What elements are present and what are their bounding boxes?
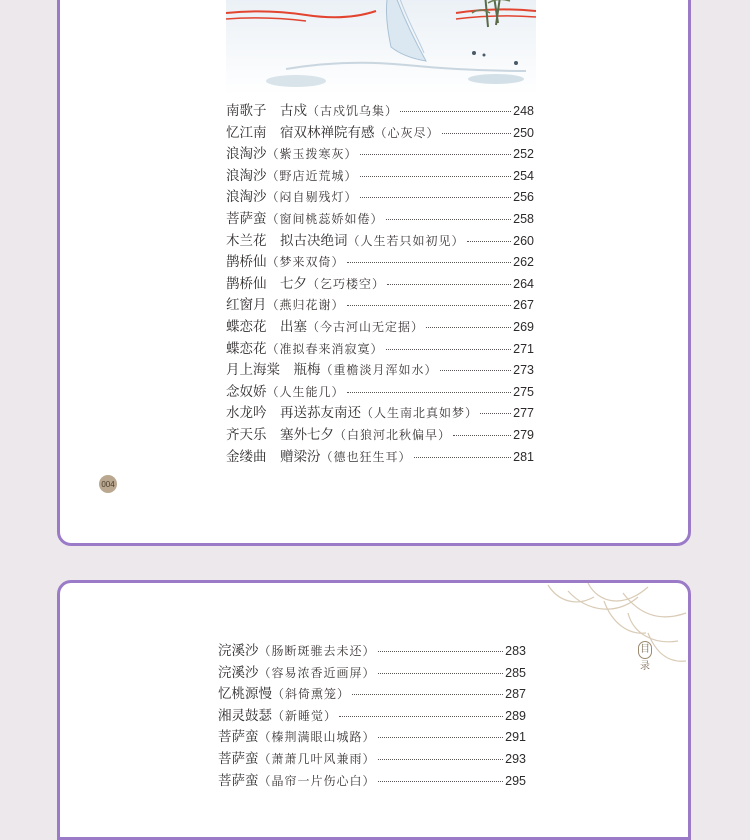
table-of-contents	[218, 639, 526, 790]
toc-entry[interactable]	[226, 142, 534, 164]
entry-page-number: 271	[513, 341, 534, 356]
toc-entry[interactable]	[226, 164, 534, 186]
toc-entry[interactable]	[226, 99, 534, 121]
entry-subtitle: （准拟春来消寂寞）	[266, 341, 384, 356]
toc-entry[interactable]	[226, 380, 534, 402]
toc-entry[interactable]	[226, 358, 534, 380]
dotted-leader	[480, 412, 511, 414]
entry-title: 金缕曲 赠梁汾	[226, 448, 321, 465]
entry-subtitle: （容易浓香近画屏）	[258, 665, 376, 680]
entry-page-number: 258	[513, 211, 534, 226]
dotted-leader	[352, 693, 503, 695]
entry-title: 蝶恋花 出塞	[226, 318, 307, 335]
entry-page-number: 277	[513, 406, 534, 421]
entry-page-number: 269	[513, 319, 534, 334]
toc-entry[interactable]	[226, 315, 534, 337]
entry-subtitle: （人生若只如初见）	[347, 233, 465, 248]
entry-page-number: 248	[513, 104, 534, 118]
toc-entry[interactable]	[218, 661, 526, 683]
entry-title: 菩萨蛮	[226, 210, 267, 227]
entry-subtitle: （人生能几）	[266, 384, 345, 399]
toc-entry[interactable]	[226, 272, 534, 294]
entry-page-number: 275	[513, 384, 534, 399]
toc-entry[interactable]	[226, 445, 534, 467]
entry-title: 鹊桥仙 七夕	[226, 275, 307, 292]
toc-entry[interactable]	[226, 293, 534, 315]
lotus-line-art	[528, 583, 688, 693]
entry-title: 菩萨蛮	[218, 750, 259, 767]
toc-entry[interactable]	[218, 769, 526, 791]
toc-page-2	[57, 580, 691, 840]
dotted-leader	[378, 758, 504, 760]
section-label-vertical	[638, 641, 652, 673]
dotted-leader	[387, 283, 511, 285]
dotted-leader	[347, 304, 512, 306]
toc-entry[interactable]	[226, 207, 534, 229]
dotted-leader	[386, 348, 512, 350]
toc-entry[interactable]	[218, 639, 526, 661]
ink-painting-illustration	[226, 0, 536, 95]
entry-subtitle: （闷自剔残灯）	[266, 190, 358, 205]
toc-entry[interactable]	[218, 747, 526, 769]
entry-page-number: 279	[513, 427, 534, 442]
entry-subtitle: （萧萧几叶风兼雨）	[258, 751, 376, 766]
entry-page-number: 283	[505, 644, 526, 658]
entry-title: 菩萨蛮	[218, 729, 259, 746]
entry-title: 月上海棠 瓶梅	[226, 362, 321, 379]
entry-subtitle: （梦来双倚）	[266, 255, 345, 270]
dotted-leader	[378, 780, 504, 782]
entry-page-number: 281	[513, 449, 534, 464]
entry-subtitle: （窗间桃蕊娇如倦）	[266, 211, 384, 226]
entry-title: 浪淘沙	[226, 146, 267, 163]
toc-entry[interactable]	[226, 337, 534, 359]
entry-page-number: 260	[513, 233, 534, 248]
entry-subtitle: （榛荆满眼山城路）	[258, 730, 376, 745]
toc-entry[interactable]	[226, 423, 534, 445]
dotted-leader	[347, 261, 512, 263]
entry-page-number: 262	[513, 255, 534, 270]
section-label-char-1: 目	[638, 641, 652, 659]
entry-subtitle: （德也狂生耳）	[320, 449, 412, 464]
entry-subtitle: （紫玉拨寒灰）	[266, 147, 358, 162]
dotted-leader	[426, 326, 511, 328]
section-label-char-2: 录	[640, 661, 650, 672]
dotted-leader	[400, 110, 511, 112]
entry-subtitle: （人生南北真如梦）	[361, 406, 479, 421]
entry-subtitle: （燕归花谢）	[266, 298, 345, 313]
table-of-contents	[226, 99, 534, 466]
dotted-leader	[386, 218, 512, 220]
dotted-leader	[467, 240, 512, 242]
toc-entry[interactable]	[226, 250, 534, 272]
toc-page-1	[57, 0, 691, 546]
toc-entry[interactable]	[226, 401, 534, 423]
entry-subtitle: （古戍饥乌集）	[307, 104, 399, 118]
dotted-leader	[360, 153, 512, 155]
dotted-leader	[453, 434, 511, 436]
entry-title: 菩萨蛮	[218, 772, 259, 789]
entry-subtitle: （野店近荒城）	[266, 168, 358, 183]
entry-subtitle: （晶帘一片伤心白）	[258, 773, 376, 788]
entry-subtitle: （斜倚熏笼）	[272, 687, 351, 702]
dotted-leader	[347, 391, 512, 393]
entry-page-number: 252	[513, 147, 534, 162]
entry-page-number: 254	[513, 168, 534, 183]
toc-entry[interactable]	[226, 185, 534, 207]
dotted-leader	[442, 132, 512, 134]
entry-title: 齐天乐 塞外七夕	[226, 426, 334, 443]
entry-title: 浪淘沙	[226, 189, 267, 206]
dotted-leader	[360, 175, 512, 177]
entry-title: 忆桃源慢	[218, 686, 272, 703]
toc-entry[interactable]	[218, 682, 526, 704]
entry-page-number: 250	[513, 125, 534, 140]
dotted-leader	[378, 736, 504, 738]
entry-title: 浣溪沙	[218, 664, 259, 681]
entry-page-number: 291	[505, 730, 526, 745]
entry-title: 浪淘沙	[226, 167, 267, 184]
entry-title: 湘灵鼓瑟	[218, 707, 272, 724]
entry-subtitle: （乞巧楼空）	[307, 276, 386, 291]
entry-title: 念奴娇	[226, 383, 267, 400]
page-number-badge: 004	[99, 475, 117, 493]
dotted-leader	[378, 672, 504, 674]
entry-subtitle: （新睡觉）	[272, 708, 338, 723]
entry-page-number: 256	[513, 190, 534, 205]
entry-title: 红窗月	[226, 297, 267, 314]
dotted-leader	[339, 715, 503, 717]
toc-entry[interactable]	[218, 725, 526, 747]
entry-page-number: 264	[513, 276, 534, 291]
toc-entry[interactable]	[226, 121, 534, 143]
entry-title: 木兰花 拟古决绝词	[226, 232, 348, 249]
entry-page-number: 289	[505, 708, 526, 723]
entry-page-number: 267	[513, 298, 534, 313]
entry-subtitle: （重檐淡月浑如水）	[320, 363, 438, 378]
dotted-leader	[360, 196, 512, 198]
entry-title: 浣溪沙	[218, 643, 259, 659]
entry-title: 鹊桥仙	[226, 254, 267, 271]
entry-page-number: 285	[505, 665, 526, 680]
toc-entry[interactable]	[218, 704, 526, 726]
entry-page-number: 287	[505, 687, 526, 702]
dotted-leader	[378, 650, 504, 652]
entry-page-number: 293	[505, 751, 526, 766]
dotted-leader	[414, 456, 512, 458]
entry-page-number: 273	[513, 363, 534, 378]
entry-title: 水龙吟 再送荪友南还	[226, 405, 361, 422]
entry-page-number: 295	[505, 773, 526, 788]
entry-title: 忆江南 宿双林禅院有感	[226, 124, 375, 141]
toc-entry[interactable]	[226, 229, 534, 251]
entry-subtitle: （白狼河北秋偏早）	[334, 427, 452, 442]
entry-subtitle: （心灰尽）	[374, 125, 440, 140]
entry-subtitle: （今古河山无定据）	[307, 319, 425, 334]
dotted-leader	[440, 369, 512, 371]
entry-title: 南歌子 古戍	[226, 103, 307, 119]
entry-title: 蝶恋花	[226, 340, 267, 357]
entry-subtitle: （肠断斑骓去未还）	[258, 644, 376, 658]
